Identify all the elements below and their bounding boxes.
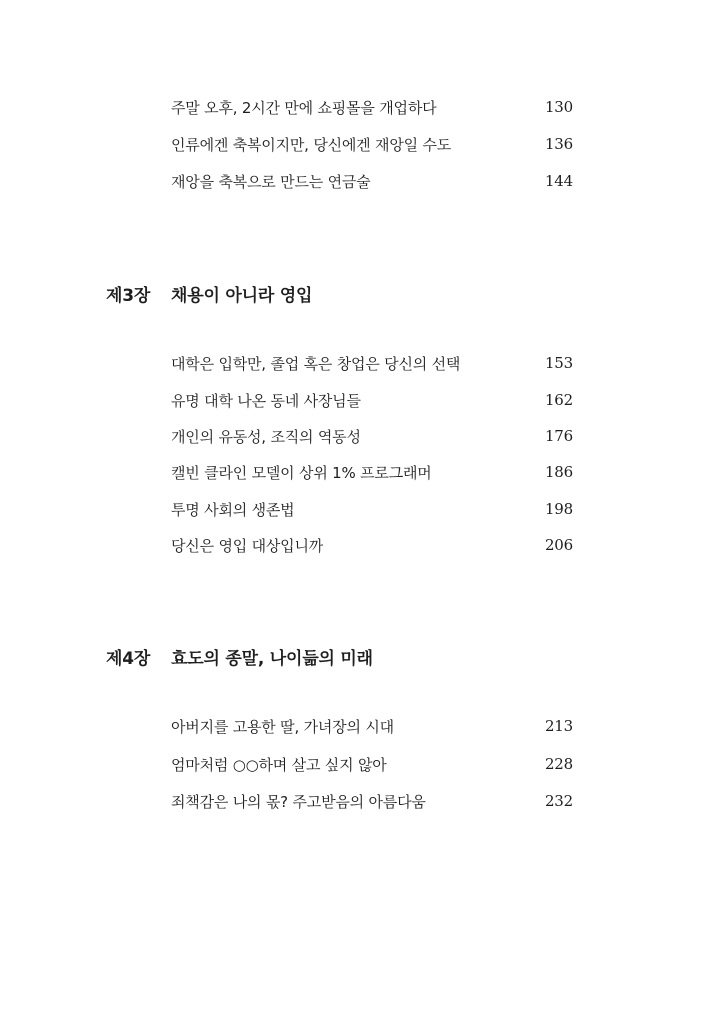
toc-entry-page: 228 xyxy=(544,755,573,773)
toc-entry-page: 136 xyxy=(544,135,573,153)
toc-entry[interactable] xyxy=(171,351,573,375)
toc-entry-page: 198 xyxy=(544,500,573,518)
toc-entry[interactable] xyxy=(171,388,573,412)
toc-entry[interactable] xyxy=(171,497,573,521)
toc-entry-title: 죄책감은 나의 몫? 주고받음의 아름다움 xyxy=(171,792,426,811)
toc-entry-page: 186 xyxy=(544,463,573,481)
toc-entry-title: 캘빈 클라인 모델이 상위 1% 프로그래머 xyxy=(171,463,432,482)
toc-entry[interactable] xyxy=(171,533,573,557)
toc-entry[interactable] xyxy=(171,169,573,193)
toc-entry-page: 213 xyxy=(544,717,573,735)
chapter-number: 제3장 xyxy=(106,285,151,306)
toc-entry-title: 투명 사회의 생존법 xyxy=(171,500,295,519)
chapter-heading-3 xyxy=(106,279,312,307)
toc-entry-page: 232 xyxy=(544,792,573,810)
toc-entry[interactable] xyxy=(171,424,573,448)
toc-entry-title: 개인의 유동성, 조직의 역동성 xyxy=(171,427,361,446)
toc-entry-page: 130 xyxy=(544,98,573,116)
toc-entry[interactable] xyxy=(171,95,573,119)
toc-entry-page: 162 xyxy=(544,391,573,409)
toc-entry-title: 유명 대학 나온 동네 사장님들 xyxy=(171,391,361,410)
toc-entry[interactable] xyxy=(171,460,573,484)
toc-entry-page: 153 xyxy=(544,354,573,372)
toc-entry-page: 144 xyxy=(544,172,573,190)
toc-entry[interactable] xyxy=(171,714,573,738)
toc-entry-title: 엄마처럼 ○○하며 살고 싶지 않아 xyxy=(171,755,387,774)
chapter-title: 효도의 종말, 나이듦의 미래 xyxy=(171,648,373,669)
chapter-number: 제4장 xyxy=(106,648,151,669)
toc-entry-title: 주말 오후, 2시간 만에 쇼핑몰을 개업하다 xyxy=(171,98,437,117)
toc-entry-title: 당신은 영입 대상입니까 xyxy=(171,536,324,555)
toc-entry-title: 재앙을 축복으로 만드는 연금술 xyxy=(171,172,371,191)
toc-entry-title: 아버지를 고용한 딸, 가녀장의 시대 xyxy=(171,717,394,736)
toc-entry[interactable] xyxy=(171,789,573,813)
toc-entry[interactable] xyxy=(171,132,573,156)
chapter-heading-4 xyxy=(106,642,373,670)
toc-entry-page: 176 xyxy=(544,427,573,445)
toc-entry-page: 206 xyxy=(544,536,573,554)
toc-entry[interactable] xyxy=(171,752,573,776)
toc-entry-title: 대학은 입학만, 졸업 혹은 창업은 당신의 선택 xyxy=(171,354,461,373)
toc-entry-title: 인류에겐 축복이지만, 당신에겐 재앙일 수도 xyxy=(171,135,452,154)
chapter-title: 채용이 아니라 영입 xyxy=(171,285,313,306)
